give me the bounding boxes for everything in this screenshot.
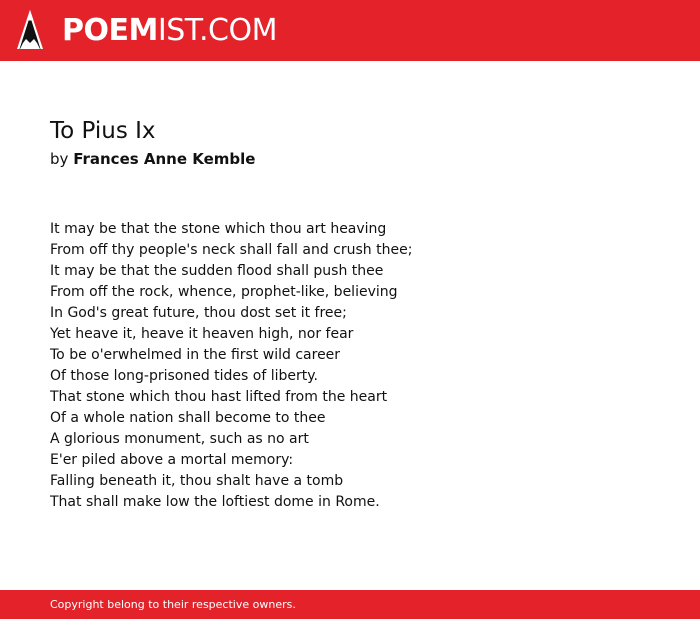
- poem-line: In God's great future, thou dost set it free;: [50, 305, 347, 321]
- poem-line: From off the rock, whence, prophet-like, believing: [50, 284, 398, 300]
- poem-line: It may be that the sudden flood shall push thee: [50, 263, 384, 279]
- site-footer: [0, 590, 700, 619]
- author-name[interactable]: Frances Anne Kemble: [73, 150, 256, 168]
- poem-line: It may be that the stone which thou art heaving: [50, 221, 387, 237]
- poem-line: Of those long-prisoned tides of liberty.: [50, 368, 318, 384]
- logo-text-bold: POEM: [62, 13, 158, 48]
- poem-line: That stone which thou hast lifted from the heart: [50, 389, 388, 405]
- poem-line: Yet heave it, heave it heaven high, nor fear: [50, 326, 354, 342]
- poem-body: [50, 219, 650, 513]
- poem-line: E'er piled above a mortal memory:: [50, 452, 294, 468]
- pencil-tip-icon: [16, 9, 44, 52]
- poem-line: From off thy people's neck shall fall and crush thee;: [50, 242, 413, 258]
- by-label: by: [50, 150, 69, 168]
- poem-line: To be o'erwhelmed in the first wild career: [50, 347, 341, 363]
- copyright-notice: Copyright belong to their respective owners.: [50, 598, 296, 611]
- poem-line: That shall make low the loftiest dome in Rome.: [50, 494, 380, 510]
- site-logo-text: [62, 13, 277, 49]
- poem-line: Of a whole nation shall become to thee: [50, 410, 326, 426]
- poem-byline: [50, 148, 255, 170]
- logo-text-light: IST.COM: [157, 13, 277, 48]
- site-header: [0, 0, 700, 61]
- poem-line: Falling beneath it, thou shalt have a tomb: [50, 473, 344, 489]
- poem-line: A glorious monument, such as no art: [50, 431, 309, 447]
- poem-title: To Pius Ix: [50, 118, 156, 144]
